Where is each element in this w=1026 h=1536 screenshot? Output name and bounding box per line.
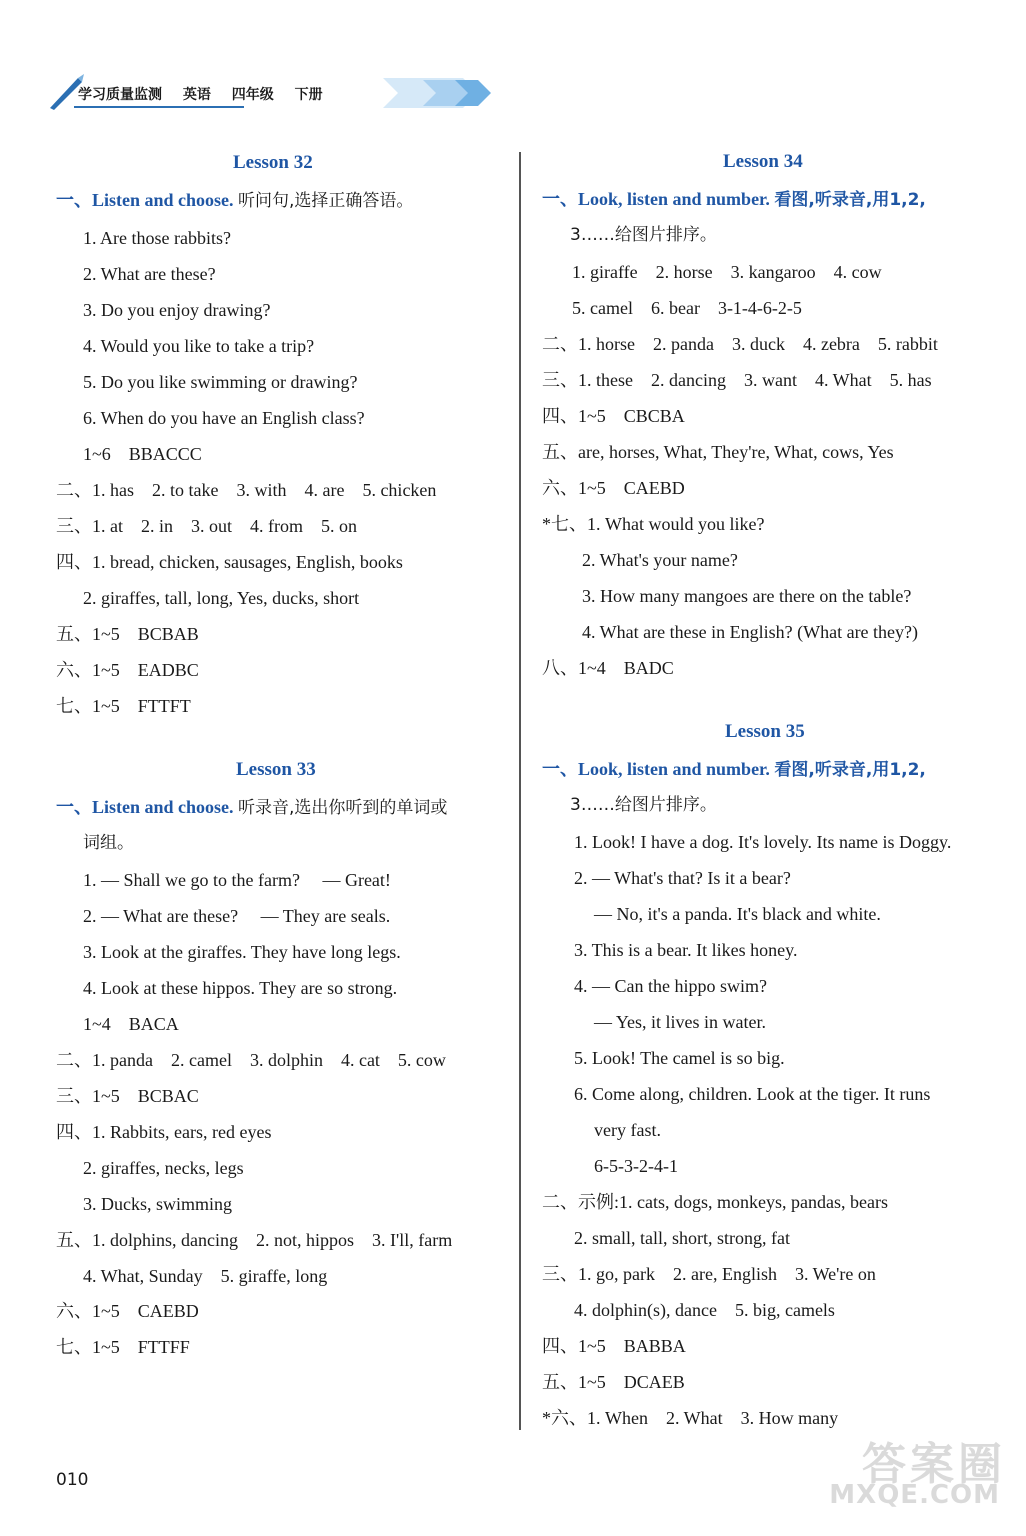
answer-line: 3. Ducks, swimming	[83, 1194, 233, 1214]
lesson-34-title: Lesson 34	[723, 151, 803, 172]
list-item: 6. When do you have an English class?	[83, 408, 365, 428]
answer-line: 五、are, horses, What, They're, What, cows, Yes	[542, 442, 894, 462]
answer-line: 五、1~5 BCBAB	[56, 624, 199, 644]
answer-line: 2. giraffes, necks, legs	[83, 1158, 244, 1178]
answer-line: 八、1~4 BADC	[542, 658, 674, 678]
answer-line: 4. dolphin(s), dance 5. big, camels	[574, 1300, 835, 1320]
section-heading-cn: 看图,听录音,用1,2,	[774, 190, 926, 210]
list-item: 2. What's your name?	[582, 550, 738, 570]
answer-line: 五、1. dolphins, dancing 2. not, hippos 3. I'll, farm	[56, 1230, 453, 1250]
header-volume: 下册	[294, 87, 323, 103]
section-heading-cn: 看图,听录音,用1,2,	[774, 760, 926, 780]
header-title	[78, 84, 339, 104]
answer-line: 1~4 BACA	[83, 1014, 179, 1034]
header-subject: 英语	[182, 87, 211, 103]
list-item: 3. Do you enjoy drawing?	[83, 300, 271, 320]
list-item: 3. This is a bear. It likes honey.	[574, 940, 798, 960]
list-item: — No, it's a panda. It's black and white.	[594, 904, 881, 924]
list-item: 5. Do you like swimming or drawing?	[83, 372, 358, 392]
lesson-34-section-1-heading	[542, 188, 926, 211]
section-heading-en: 一、Listen and choose.	[56, 797, 234, 817]
list-item: 1. Look! I have a dog. It's lovely. Its name is Doggy.	[574, 832, 952, 852]
answer-line: *六、1. When 2. What 3. How many	[542, 1408, 839, 1428]
lesson-32-title: Lesson 32	[233, 152, 313, 173]
answer-line: 二、示例:1. cats, dogs, monkeys, pandas, bears	[542, 1192, 888, 1212]
watermark-sub: MXQE.COM	[829, 1480, 1000, 1510]
answer-line: 1. giraffe 2. horse 3. kangaroo 4. cow	[572, 262, 882, 282]
section-heading-cn-continued: 词组。	[83, 833, 134, 853]
answer-line: 六、1~5 EADBC	[56, 660, 199, 680]
section-heading-en: 一、Look, listen and number.	[542, 189, 770, 209]
list-item: 3. How many mangoes are there on the table?	[582, 586, 912, 606]
list-item: 4. — Can the hippo swim?	[574, 976, 767, 996]
answer-line: 6-5-3-2-4-1	[594, 1156, 678, 1176]
answer-line: 二、1. has 2. to take 3. with 4. are 5. chicken	[56, 480, 437, 500]
chevron-arrows-icon	[383, 78, 508, 108]
header-underline	[74, 106, 244, 108]
list-item: 2. What are these?	[83, 264, 216, 284]
list-item: 5. Look! The camel is so big.	[574, 1048, 785, 1068]
list-item: 4. Look at these hippos. They are so strong.	[83, 978, 398, 998]
answer-line: 四、1. bread, chicken, sausages, English, books	[56, 552, 403, 572]
list-item: 1. — Shall we go to the farm? — Great!	[83, 870, 391, 890]
list-item: 2. — What are these? — They are seals.	[83, 906, 391, 926]
header-series: 学习质量监测	[78, 87, 162, 103]
lesson-33-title: Lesson 33	[236, 759, 316, 780]
list-item: *七、1. What would you like?	[542, 514, 765, 534]
section-heading-cn: 听录音,选出你听到的单词或	[238, 798, 448, 818]
section-heading-en: 一、Listen and choose.	[56, 190, 234, 210]
answer-line: 七、1~5 FTTFT	[56, 696, 191, 716]
page-header	[48, 74, 468, 114]
answer-line: 2. giraffes, tall, long, Yes, ducks, short	[83, 588, 360, 608]
answer-line: 三、1~5 BCBAC	[56, 1086, 199, 1106]
list-item: 4. What are these in English? (What are they?)	[582, 622, 919, 642]
list-item: 4. Would you like to take a trip?	[83, 336, 315, 356]
header-grade: 四年级	[231, 87, 274, 103]
answer-line: 六、1~5 CAEBD	[56, 1301, 199, 1321]
lesson-35-title: Lesson 35	[725, 721, 805, 742]
list-item: very fast.	[594, 1120, 661, 1140]
list-item: — Yes, it lives in water.	[594, 1012, 767, 1032]
answer-line: 六、1~5 CAEBD	[542, 478, 685, 498]
answer-line: 三、1. go, park 2. are, English 3. We're on	[542, 1264, 876, 1284]
answer-line: 二、1. panda 2. camel 3. dolphin 4. cat 5. cow	[56, 1050, 446, 1070]
lesson-35-section-1-heading	[542, 758, 926, 781]
answer-line: 二、1. horse 2. panda 3. duck 4. zebra 5. rabbit	[542, 334, 938, 354]
answer-line: 三、1. at 2. in 3. out 4. from 5. on	[56, 516, 357, 536]
answer-line: 2. small, tall, short, strong, fat	[574, 1228, 790, 1248]
section-heading-cn-continued: 3……给图片排序。	[570, 795, 717, 815]
watermark-logo	[826, 1428, 1006, 1518]
section-heading-cn: 听问句,选择正确答语。	[238, 191, 414, 211]
list-item: 6. Come along, children. Look at the tiger. It runs	[574, 1084, 931, 1104]
answer-line: 五、1~5 DCAEB	[542, 1372, 685, 1392]
lesson-33-section-1-heading	[56, 796, 447, 819]
section-heading-cn-continued: 3……给图片排序。	[570, 225, 717, 245]
answer-line: 1~6 BBACCC	[83, 444, 202, 464]
answer-line: 四、1. Rabbits, ears, red eyes	[56, 1122, 272, 1142]
list-item: 2. — What's that? Is it a bear?	[574, 868, 791, 888]
answer-line: 七、1~5 FTTFF	[56, 1337, 190, 1357]
list-item: 1. Are those rabbits?	[83, 228, 231, 248]
answer-line: 4. What, Sunday 5. giraffe, long	[83, 1266, 328, 1286]
answer-line: 四、1~5 CBCBA	[542, 406, 685, 426]
watermark-main: 答案圈	[862, 1439, 1006, 1490]
lesson-32-section-1-heading	[56, 189, 413, 212]
section-heading-en: 一、Look, listen and number.	[542, 759, 770, 779]
column-divider	[519, 152, 521, 1430]
answer-line: 5. camel 6. bear 3-1-4-6-2-5	[572, 298, 802, 318]
list-item: 3. Look at the giraffes. They have long legs.	[83, 942, 401, 962]
answer-line: 四、1~5 BABBA	[542, 1336, 686, 1356]
answer-line: 三、1. these 2. dancing 3. want 4. What 5. has	[542, 370, 932, 390]
page-number: 010	[56, 1470, 89, 1490]
